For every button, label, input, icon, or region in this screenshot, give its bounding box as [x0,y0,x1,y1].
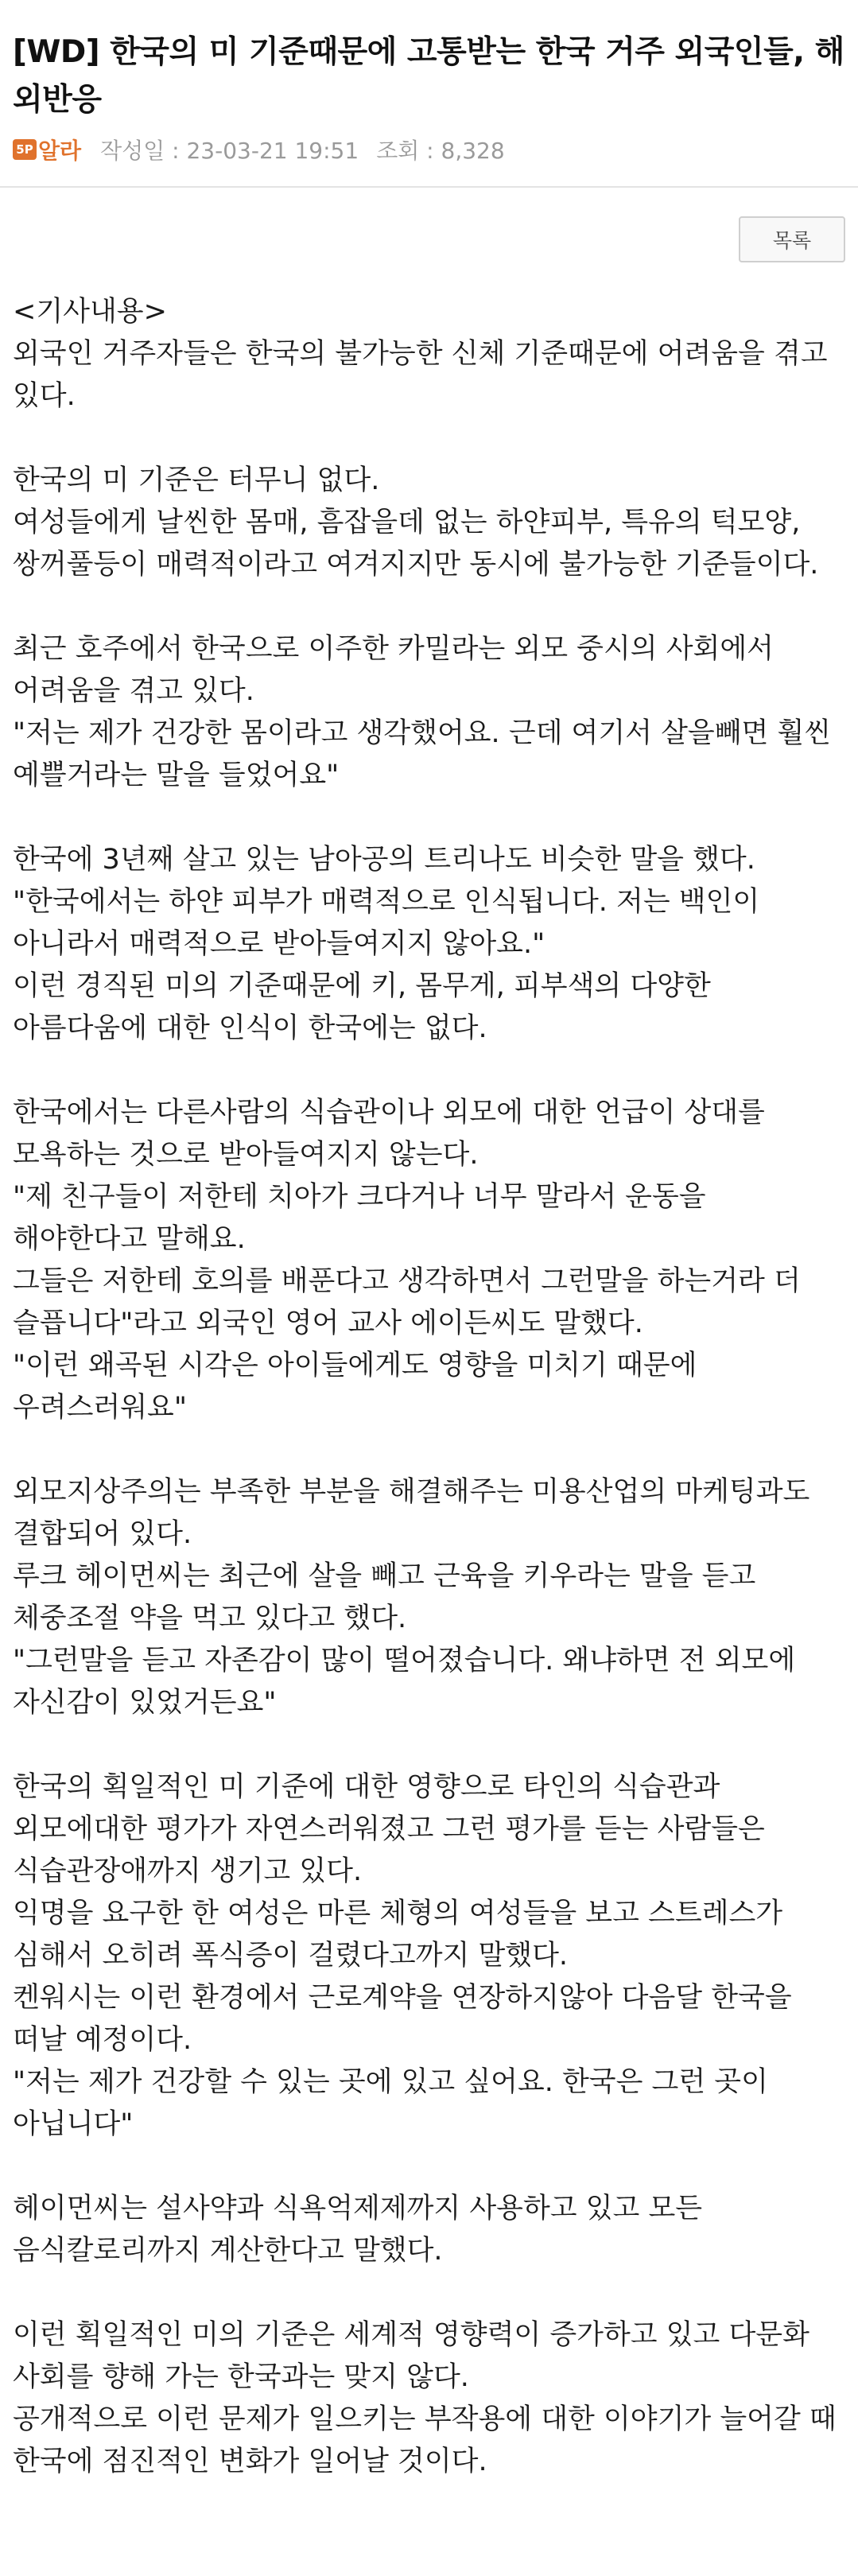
article-body [0,262,858,2483]
article-line: "이런 왜곡된 시각은 아이들에게도 영향을 미치기 때문에 우려스러워요" [13,1350,697,1424]
post-date: 작성일 : 23-03-21 19:51 [100,138,359,164]
post-meta [13,134,845,165]
article-line: "저는 제가 건강한 몸이라고 생각했어요. 근데 여기서 살을빼면 훨씬 예쁠거라는 말을 들었어요" [13,717,832,791]
article-line: 이런 경직된 미의 기준때문에 키, 몸무게, 피부색의 다양한 아름다움에 대한 인식이 한국에는 없다. [13,970,711,1044]
article-line: "제 친구들이 저한테 치아가 크다거나 너무 말라서 운동을 해야한다고 말해요. [13,1181,706,1255]
post-title: [WD] 한국의 미 기준때문에 고통받는 한국 거주 외국인들, 해외반응 [13,34,844,118]
author-name[interactable]: 알라 [38,138,82,164]
article-paragraph [13,1766,845,2146]
article-line: 공개적으로 이런 문제가 일으키는 부작용에 대한 이야기가 늘어갈 때 한국에 점진적인 변화가 일어날 것이다. [13,2403,837,2477]
article-paragraph [13,460,845,586]
article-line: 한국의 미 기준은 터무니 없다. [13,464,380,496]
article-line: "저는 제가 건강할 수 있는 곳에 있고 싶어요. 한국은 그런 곳이 아닙니다" [13,2066,768,2140]
list-button[interactable]: 목록 [739,216,845,262]
article-paragraph [13,628,845,797]
article-line: 외모지상주의는 부족한 부분을 해결해주는 미용산업의 마케팅과도 결합되어 있다. [13,1476,810,1550]
article-line: 켄워시는 이런 환경에서 근로계약을 연장하지않아 다음달 한국을 떠날 예정이다. [13,1982,792,2056]
article-line: 루크 헤이먼씨는 최근에 살을 빼고 근육을 키우라는 말을 듣고 체중조절 약을 먹고 있다고 했다. [13,1560,756,1634]
view-count: 조회 : 8,328 [376,138,505,164]
article-paragraph [13,1471,845,1724]
article-paragraph [13,839,845,1050]
article-line: 한국에 3년째 살고 있는 남아공의 트리나도 비슷한 말을 했다. [13,844,755,876]
article-line: 한국에서는 다른사람의 식습관이나 외모에 대한 언급이 상대를 모욕하는 것으로 받아들여지지 않는다. [13,1097,765,1171]
article-line: 여성들에게 날씬한 몸매, 흠잡을데 없는 하얀피부, 특유의 턱모양, 쌍꺼풀등이 매력적이라고 여겨지지만 동시에 불가능한 기준들이다. [13,507,819,581]
article-line: 그들은 저한테 호의를 배푼다고 생각하면서 그런말을 하는거라 더 슬픕니다"라고 외국인 영어 교사 에이든씨도 말했다. [13,1265,801,1339]
article-line: 외국인 거주자들은 한국의 불가능한 신체 기준때문에 어려움을 겪고 있다. [13,338,828,412]
article-line: 이런 획일적인 미의 기준은 세계적 영향력이 증가하고 있고 다문화 사회를 향해 가는 한국과는 맞지 않다. [13,2319,809,2393]
post-toolbar [0,188,858,262]
article-line: "한국에서는 하얀 피부가 매력적으로 인식됩니다. 저는 백인이 아니라서 매력적으로 받아들여지지 않아요." [13,886,760,960]
article-paragraph [13,1092,845,1429]
article-line: 한국의 획일적인 미 기준에 대한 영향으로 타인의 식습관과 외모에대한 평가가 자연스러워졌고 그런 평가를 듣는 사람들은 식습관장애까지 생기고 있다. [13,1771,765,1887]
article-paragraph [13,291,845,418]
article-line: <기사내용> [13,296,167,328]
article-line: 헤이먼씨는 설사약과 식욕억제제까지 사용하고 있고 모든 음식칼로리까지 계산한다고 말했다. [13,2193,703,2267]
article-paragraph [13,2314,845,2483]
article-line: "그런말을 듣고 자존감이 많이 떨어졌습니다. 왜냐하면 전 외모에 자신감이 있었거든요" [13,1645,796,1719]
article-line: 익명을 요구한 한 여성은 마른 체형의 여성들을 보고 스트레스가 심해서 오히려 폭식증이 걸렸다고까지 말했다. [13,1898,783,1972]
post-header [0,0,858,165]
article-line: 최근 호주에서 한국으로 이주한 카밀라는 외모 중시의 사회에서 어려움을 겪고 있다. [13,633,774,707]
user-level-icon: 5P [13,139,37,160]
article-paragraph [13,2188,845,2272]
